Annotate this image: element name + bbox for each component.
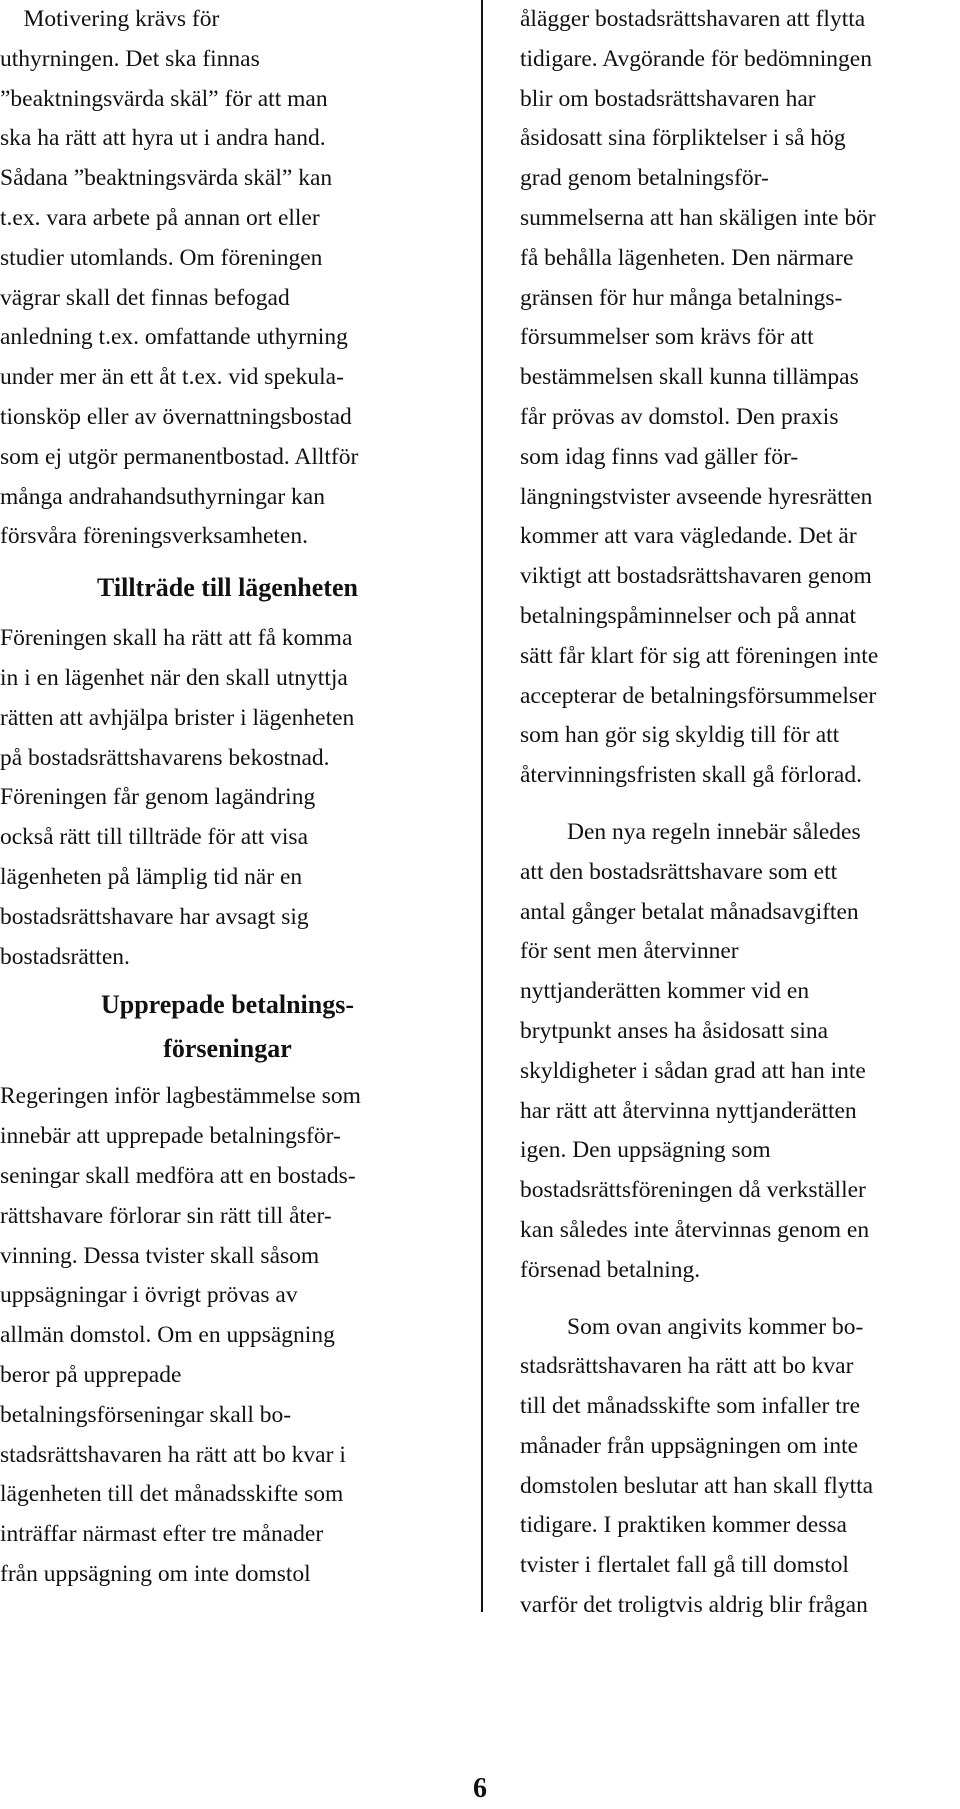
text-line: tidigare. I praktiken kommer dessa <box>520 1512 847 1539</box>
text-line: sätt får klart för sig att föreningen inte <box>520 642 879 669</box>
text-line: försummelser som krävs för att <box>520 324 814 351</box>
heading-tilltrade <box>0 566 455 610</box>
text-line: nyttjanderätten kommer vid en <box>520 978 810 1005</box>
text-line: Upprepade betalnings- <box>100 990 355 1020</box>
text-line: Som ovan angivits kommer bo- <box>520 1313 864 1340</box>
text-line: kommer att vara vägledande. Det är <box>520 523 857 550</box>
text-line: till det månadsskifte som infaller tre <box>520 1393 861 1420</box>
text-line: viktigt att bostadsrättshavaren genom <box>520 563 872 590</box>
text-line: Regeringen inför lagbestämmelse som <box>0 1083 361 1110</box>
text-line: varför det troligtvis aldrig blir frågan <box>520 1592 868 1619</box>
text-line: försenad betalning. <box>520 1256 701 1283</box>
text-line: stadsrättshavaren ha rätt att bo kvar i <box>0 1441 346 1468</box>
text-line: Sådana ”beaktningsvärda skäl” kan <box>0 165 333 192</box>
text-line: på bostadsrättshavarens bekostnad. <box>0 744 330 771</box>
text-line: bestämmelsen skall kunna tillämpas <box>520 364 859 391</box>
text-line: anledning t.ex. omfattande uthyrning <box>0 324 348 351</box>
text-line: beror på upprepade <box>0 1361 182 1388</box>
text-line: många andrahandsuthyrningar kan <box>0 483 325 510</box>
right-paragraph-2 <box>520 813 960 1291</box>
section-betalningsforseningar-paragraph <box>0 1077 455 1594</box>
text-line: vinning. Dessa tvister skall såsom <box>0 1242 320 1269</box>
column-divider <box>481 0 483 1612</box>
text-line: förseningar <box>163 1034 292 1064</box>
text-line: får prövas av domstol. Den praxis <box>520 403 839 430</box>
text-line: allmän domstol. Om en uppsägning <box>0 1322 335 1349</box>
text-line: försvåra föreningsverksamheten. <box>0 523 308 550</box>
text-line: åsidosatt sina förpliktelser i så hög <box>520 125 846 152</box>
text-line: Föreningen skall ha rätt att få komma <box>0 625 353 652</box>
text-line: summelserna att han skäligen inte bör <box>520 204 876 231</box>
text-line: månader från uppsägningen om inte <box>520 1432 859 1459</box>
text-line: innebär att upprepade betalningsför- <box>0 1123 341 1150</box>
text-line: bostadsrätten. <box>0 943 130 970</box>
text-line: t.ex. vara arbete på annan ort eller <box>0 204 320 231</box>
text-line: betalningsförseningar skall bo- <box>0 1401 292 1428</box>
text-line: skyldigheter i sådan grad att han inte <box>520 1057 866 1084</box>
text-line: igen. Den uppsägning som <box>520 1137 771 1164</box>
text-line: betalningspåminnelser och på annat <box>520 602 857 629</box>
right-paragraph-3 <box>520 1308 960 1626</box>
text-line: att den bostadsrättshavare som ett <box>520 858 838 885</box>
text-line: för sent men återvinner <box>520 938 739 965</box>
text-line: Den nya regeln innebär således <box>520 818 861 845</box>
text-line: rättshavare förlorar sin rätt till åter- <box>0 1202 332 1229</box>
text-line: vägrar skall det finnas befogad <box>0 284 290 311</box>
text-line: Tillträde till lägenheten <box>97 573 358 603</box>
text-line: som ej utgör permanentbostad. Alltför <box>0 443 359 470</box>
text-line: gränsen för hur många betalnings- <box>520 284 843 311</box>
text-line: från uppsägning om inte domstol <box>0 1560 311 1587</box>
text-line: inträffar närmast efter tre månader <box>0 1521 324 1548</box>
text-line: tidigare. Avgörande för bedömningen <box>520 45 872 72</box>
text-line: tvister i flertalet fall gå till domstol <box>520 1552 849 1579</box>
text-line: rätten att avhjälpa brister i lägenheten <box>0 704 355 731</box>
heading-betalningsforseningar <box>0 983 455 1071</box>
text-line: Motivering krävs för <box>0 6 220 32</box>
page-number: 6 <box>473 1773 487 1804</box>
text-line: studier utomlands. Om föreningen <box>0 244 323 271</box>
text-line: lägenheten på lämplig tid när en <box>0 863 303 890</box>
text-line: lägenheten till det månadsskifte som <box>0 1481 344 1508</box>
text-line: bostadsrättsföreningen då verkställer <box>520 1177 866 1204</box>
text-line: stadsrättshavaren ha rätt att bo kvar <box>520 1353 854 1380</box>
right-paragraph-1 <box>520 0 960 796</box>
text-line: tionsköp eller av övernattningsbostad <box>0 403 352 430</box>
text-line: har rätt att återvinna nyttjanderätten <box>520 1097 857 1124</box>
text-line: längningstvister avseende hyresrätten <box>520 483 873 510</box>
text-line: som idag finns vad gäller för- <box>520 443 799 470</box>
text-line: Föreningen får genom lagändring <box>0 784 316 811</box>
text-line: få behålla lägenheten. Den närmare <box>520 244 854 271</box>
text-line: bostadsrättshavare har avsagt sig <box>0 903 309 930</box>
text-line: ålägger bostadsrättshavaren att flytta <box>520 6 866 32</box>
text-line: uthyrningen. Det ska finnas <box>0 45 260 72</box>
text-line: domstolen beslutar att han skall flytta <box>520 1472 874 1499</box>
text-line: seningar skall medföra att en bostads- <box>0 1162 356 1189</box>
text-line: uppsägningar i övrigt prövas av <box>0 1282 298 1309</box>
right-column <box>520 0 960 1626</box>
text-line: accepterar de betalningsförsummelser <box>520 682 877 709</box>
text-line: brytpunkt anses ha åsidosatt sina <box>520 1017 829 1044</box>
text-line: grad genom betalningsför- <box>520 165 769 192</box>
section-tilltrade-paragraph <box>0 619 455 977</box>
text-line: återvinningsfristen skall gå förlorad. <box>520 762 862 789</box>
text-line: som han gör sig skyldig till för att <box>520 722 840 749</box>
text-line: in i en lägenhet när den skall utnyttja <box>0 664 348 691</box>
text-line: under mer än ett åt t.ex. vid spekula- <box>0 364 344 391</box>
text-line: också rätt till tillträde för att visa <box>0 824 309 851</box>
text-line: antal gånger betalat månadsavgiften <box>520 898 859 925</box>
text-line: blir om bostadsrättshavaren har <box>520 85 816 112</box>
intro-paragraph <box>0 0 455 557</box>
left-column <box>0 0 455 1595</box>
text-line: ska ha rätt att hyra ut i andra hand. <box>0 125 326 152</box>
text-line: kan således inte återvinnas genom en <box>520 1216 870 1243</box>
text-line: ”beaktningsvärda skäl” för att man <box>0 85 328 112</box>
